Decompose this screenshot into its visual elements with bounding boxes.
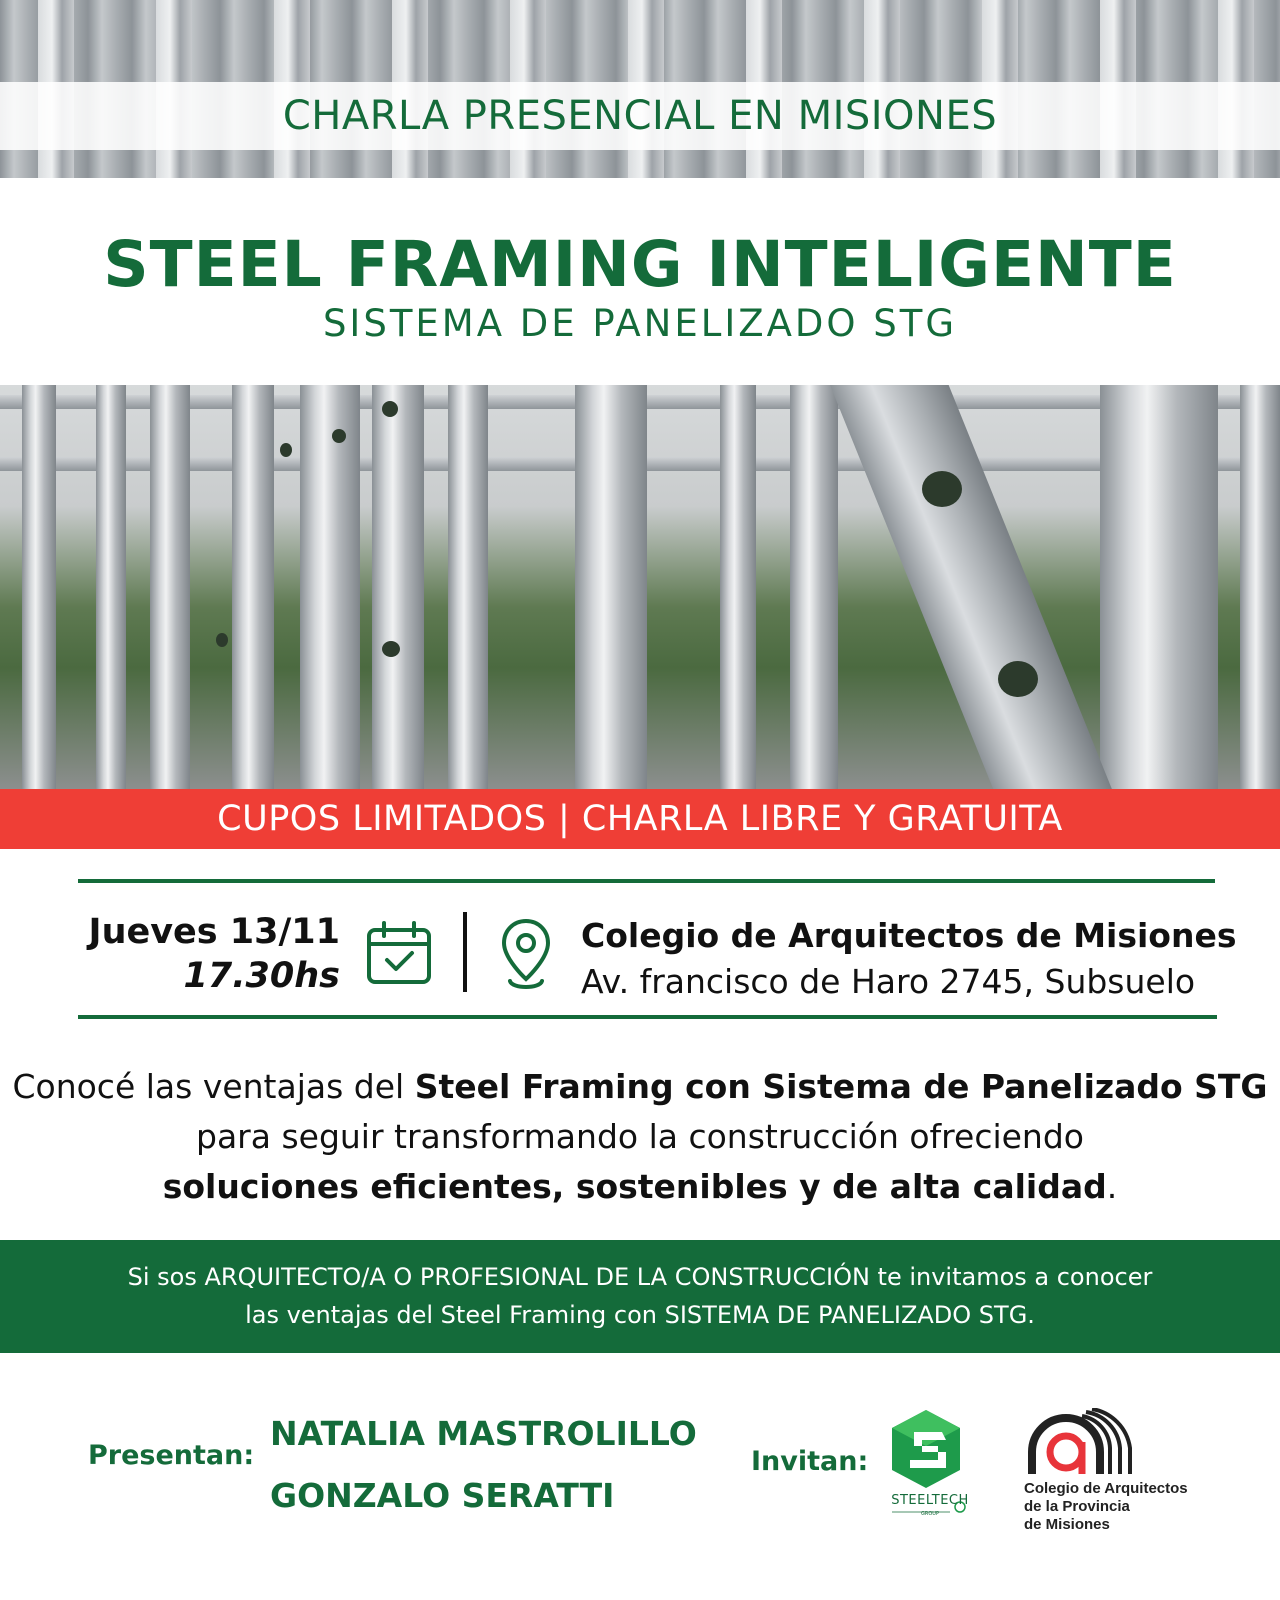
steeltech-sub: GROUP: [921, 1511, 939, 1517]
description-line-2: para seguir transformando la construcción ofreciendo: [196, 1117, 1084, 1156]
promo-band: [0, 789, 1280, 849]
cam-logo-icon: [1022, 1408, 1138, 1478]
description-line-3: soluciones eficientes, sostenibles y de alta calidad.: [162, 1167, 1118, 1206]
calendar-check-icon: [366, 920, 432, 986]
venue-name: Colegio de Arquitectos de Misiones: [581, 916, 1237, 955]
presenter-name: GONZALO SERATTI: [270, 1476, 615, 1515]
divider-top: [78, 879, 1215, 883]
cam-name: Colegio de Arquitectos de la Provincia de Misiones: [1024, 1480, 1188, 1533]
event-day: Jueves 13/11: [88, 912, 340, 952]
divider-bottom: [78, 1015, 1217, 1019]
presenter-name: NATALIA MASTROLILLO: [270, 1414, 697, 1453]
sub-title: SISTEMA DE PANELIZADO STG: [322, 302, 958, 345]
map-pin-icon: [498, 917, 554, 993]
event-time: 17.30hs: [183, 956, 340, 996]
steeltech-logo-icon: [884, 1406, 994, 1526]
presentan-label: Presentan:: [88, 1440, 255, 1471]
main-steel-photo: [0, 385, 1280, 789]
top-band-text: CHARLA PRESENCIAL EN MISIONES: [282, 93, 998, 139]
title-block: [0, 178, 1280, 385]
invitation-band: [0, 1240, 1280, 1353]
description-line-1: Conocé las ventajas del Steel Framing con Sistema de Panelizado STG: [12, 1067, 1268, 1106]
main-title: STEEL FRAMING INTELIGENTE: [103, 228, 1177, 301]
invitation-line-1: Si sos ARQUITECTO/A O PROFESIONAL DE LA CONSTRUCCIÓN te invitamos a conocer: [127, 1263, 1153, 1291]
event-divider: [463, 912, 467, 992]
steeltech-name: STEELTECH: [891, 1493, 969, 1508]
venue-address: Av. francisco de Haro 2745, Subsuelo: [581, 962, 1196, 1001]
invitan-label: Invitan:: [751, 1446, 869, 1477]
description: [0, 1062, 1280, 1212]
top-steel-photo: [0, 0, 1280, 178]
invitation-line-2: las ventajas del Steel Framing con SISTEMA DE PANELIZADO STG.: [245, 1301, 1035, 1329]
promo-band-text: CUPOS LIMITADOS | CHARLA LIBRE Y GRATUITA: [217, 799, 1063, 839]
top-band: [0, 82, 1280, 150]
